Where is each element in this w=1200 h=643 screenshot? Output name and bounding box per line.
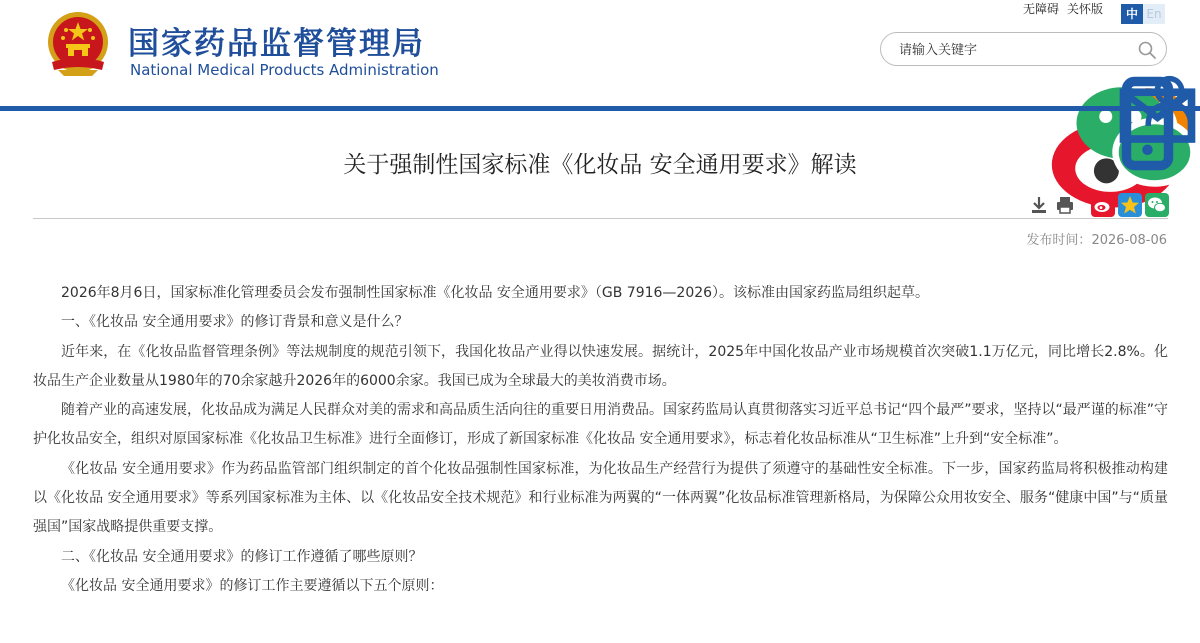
qzone-share-icon[interactable] <box>1118 193 1142 217</box>
site-name-cn[interactable]: 国家药品监督管理局 <box>128 26 425 62</box>
paragraph: 随着产业的高速发展，化妆品成为满足人民群众对美的需求和高品质生活向往的重要日用消费品。国家药监局认真贯彻落实习近平总书记“四个最严”要求，坚持以“最严谨的标准”守护化妆品安全，组织对原国家标准《化妆品卫生标准》进行全面修订，形成了新国家标准《化妆品 安全通用要求》，标志着化妆品标准从“卫生标准”上升到“安全标准”。 <box>33 402 1169 448</box>
publish-time <box>1026 229 1167 248</box>
paragraph: 2026年8月6日，国家标准化管理委员会发布强制性国家标准《化妆品 安全通用要求》（GB 7916—2026）。该标准由国家药监局组织起草。 <box>61 285 930 301</box>
elder-mode-link[interactable]: 关怀版 <box>1067 2 1104 16</box>
national-emblem-icon[interactable] <box>44 10 112 78</box>
search-box <box>880 32 1167 66</box>
article-body <box>33 279 1168 601</box>
lang-zh-button[interactable]: 中 <box>1121 4 1143 24</box>
title-divider <box>33 218 1168 219</box>
wechat-share-icon[interactable] <box>1145 193 1169 217</box>
search-icon[interactable] <box>1137 40 1157 60</box>
search-input[interactable] <box>899 40 1129 60</box>
paragraph: 《化妆品 安全通用要求》作为药品监管部门组织制定的首个化妆品强制性国家标准，为化妆品生产经营行为提供了须遵守的基础性安全标准。下一步，国家药监局将积极推动构建以《化妆品 安全通用要求》等系列国家标准为主体、以《化妆品安全技术规范》和行业标准为两翼的“一体两翼”化妆品标准管理新格局，为保障公众用妆安全、服务“健康中国”与“质量强国”国家战略提供重要支撑。 <box>33 460 1168 536</box>
weibo-share-icon[interactable] <box>1091 193 1115 217</box>
user-icon[interactable] <box>1139 71 1200 132</box>
lang-en-button[interactable]: En <box>1143 4 1165 24</box>
publish-date: 2026-08-06 <box>1091 233 1167 248</box>
section-heading: 一、《化妆品 安全通用要求》的修订背景和意义是什么？ <box>61 314 409 331</box>
publish-label: 发布时间： <box>1026 233 1092 248</box>
download-icon[interactable] <box>1028 194 1050 216</box>
article-title: 关于强制性国家标准《化妆品 安全通用要求》解读 <box>343 152 857 178</box>
site-header <box>0 0 1200 108</box>
print-icon[interactable] <box>1054 194 1076 216</box>
section-heading: 二、《化妆品 安全通用要求》的修订工作遵循了哪些原则？ <box>61 548 423 565</box>
header-divider <box>0 106 1200 111</box>
paragraph: 近年来，在《化妆品监督管理条例》等法规制度的规范引领下，我国化妆品产业得以快速发展。据统计，2025年中国化妆品产业市场规模首次突破1.1万亿元，同比增长2.8%。化妆品生产企业数量从1980年的70余家越升2026年的6000余家。我国已成为全球最大的美妆消费市场。 <box>33 343 1168 389</box>
accessibility-link[interactable]: 无障碍 <box>1023 2 1060 16</box>
site-name-en[interactable]: National Medical Products Administration <box>130 61 439 79</box>
paragraph: 《化妆品 安全通用要求》的修订工作主要遵循以下五个原则： <box>61 577 444 594</box>
